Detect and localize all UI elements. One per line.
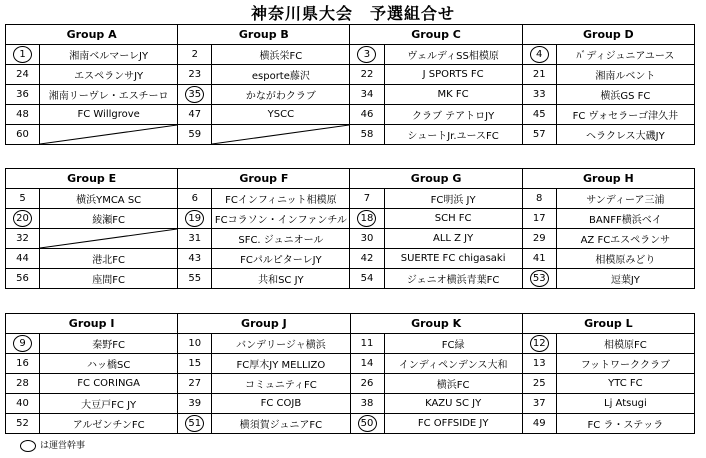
table-row: [6, 354, 695, 374]
team-name: 横浜FC: [384, 374, 522, 394]
seed-number: [178, 85, 212, 105]
seed-number: 30: [350, 229, 384, 249]
team-name: FCインフィニット相模原: [212, 189, 350, 209]
team-name: ヘラクレス大磯JY: [556, 125, 694, 145]
seed-number: 41: [522, 249, 556, 269]
seed-number: 37: [522, 394, 556, 414]
circled-seed-number: 18: [357, 210, 376, 227]
circled-seed-number: 12: [530, 335, 549, 352]
table-row: [6, 189, 695, 209]
group-header: Group H: [522, 169, 694, 189]
seed-number: [350, 414, 384, 434]
seed-number: [178, 209, 212, 229]
legend-text: は運営幹事: [40, 441, 86, 451]
group-header: Group G: [350, 169, 522, 189]
team-name: 座間FC: [40, 269, 178, 289]
slash-line: [40, 229, 177, 248]
seed-number: 32: [6, 229, 40, 249]
team-name: シュートJr.ユースFC: [384, 125, 522, 145]
seed-number: 33: [522, 85, 556, 105]
team-name: アルゼンチンFC: [40, 414, 178, 434]
circled-seed-number: 20: [13, 210, 32, 227]
seed-number: 21: [522, 65, 556, 85]
team-name: FC厚木JY MELLIZO: [212, 354, 350, 374]
team-name: 大豆戸FC JY: [40, 394, 178, 414]
team-name: 逗葉JY: [556, 269, 694, 289]
seed-number: 52: [6, 414, 40, 434]
seed-number: [6, 45, 40, 65]
team-name: インディペンデンス大和: [384, 354, 522, 374]
team-name: バンデリージャ横浜: [212, 334, 350, 354]
seed-number: 29: [522, 229, 556, 249]
seed-number: 8: [522, 189, 556, 209]
table-row: [6, 269, 695, 289]
team-name: ALL Z JY: [384, 229, 522, 249]
team-name: ジェニオ横浜青葉FC: [384, 269, 522, 289]
team-name: SCH FC: [384, 209, 522, 229]
seed-number: [350, 45, 384, 65]
team-name: FC明浜 JY: [384, 189, 522, 209]
team-name: エスペランサJY: [40, 65, 178, 85]
team-name: クラブ テアトロJY: [384, 105, 522, 125]
team-name: フットワーククラブ: [556, 354, 694, 374]
group-block-e-h: [5, 168, 695, 289]
table-row: [6, 394, 695, 414]
seed-number: [6, 334, 40, 354]
seed-number: 54: [350, 269, 384, 289]
seed-number: 7: [350, 189, 384, 209]
team-name: FC ラ・ステッラ: [556, 414, 694, 434]
team-name: 横浜栄FC: [212, 45, 350, 65]
empty-slot: [40, 229, 178, 249]
seed-number: 44: [6, 249, 40, 269]
table-row: [6, 125, 695, 145]
table-row: [6, 414, 695, 434]
circled-seed-number: 50: [358, 415, 377, 432]
circled-seed-number: 4: [530, 46, 549, 63]
seed-number: [522, 334, 556, 354]
team-name: 港北FC: [40, 249, 178, 269]
seed-number: 16: [6, 354, 40, 374]
seed-number: 6: [178, 189, 212, 209]
seed-number: 5: [6, 189, 40, 209]
seed-number: 22: [350, 65, 384, 85]
seed-number: [522, 45, 556, 65]
seed-number: [522, 269, 556, 289]
circled-seed-number: 35: [185, 86, 204, 103]
team-name: 湘南リーヴレ・エスチーロ: [40, 85, 178, 105]
seed-number: [178, 414, 212, 434]
seed-number: 2: [178, 45, 212, 65]
team-name: FC OFFSIDE JY: [384, 414, 522, 434]
seed-number: 14: [350, 354, 384, 374]
team-name: FCコラソン・インファンチル: [212, 209, 350, 229]
seed-number: 39: [178, 394, 212, 414]
table-row: [6, 229, 695, 249]
seed-number: 26: [350, 374, 384, 394]
table-row: [6, 45, 695, 65]
circled-seed-number: 53: [530, 270, 549, 287]
team-name: 綾瀬FC: [40, 209, 178, 229]
team-name: MK FC: [384, 85, 522, 105]
seed-number: 48: [6, 105, 40, 125]
team-name: SFC. ジュニオール: [212, 229, 350, 249]
table-row: [6, 334, 695, 354]
team-name: ヴェルディSS相模原: [384, 45, 522, 65]
team-name: AZ FCエスペランサ: [556, 229, 694, 249]
slash-line: [40, 125, 177, 144]
team-name: esporte藤沢: [212, 65, 350, 85]
group-header: Group E: [6, 169, 178, 189]
seed-number: 31: [178, 229, 212, 249]
team-name: FC Willgrove: [40, 105, 178, 125]
seed-number: 27: [178, 374, 212, 394]
seed-number: 25: [522, 374, 556, 394]
group-header: Group A: [6, 25, 178, 45]
team-name: 相模原みどり: [556, 249, 694, 269]
seed-number: 57: [522, 125, 556, 145]
group-header: Group F: [178, 169, 350, 189]
team-name: 横須賀ジュニアFC: [212, 414, 350, 434]
team-name: FCパルピターレJY: [212, 249, 350, 269]
team-name: 横浜YMCA SC: [40, 189, 178, 209]
seed-number: [6, 209, 40, 229]
team-name: FC COJB: [212, 394, 350, 414]
table-row: [6, 65, 695, 85]
team-name: ハッ橋SC: [40, 354, 178, 374]
seed-number: 60: [6, 125, 40, 145]
group-header: Group L: [522, 314, 694, 334]
group-block-a-d: [5, 24, 695, 145]
group-header: Group I: [6, 314, 178, 334]
seed-number: 11: [350, 334, 384, 354]
seed-number: 28: [6, 374, 40, 394]
team-name: 湘南ルベント: [556, 65, 694, 85]
legend: [20, 438, 85, 452]
team-name: 秦野FC: [40, 334, 178, 354]
seed-number: 49: [522, 414, 556, 434]
circled-seed-number: 3: [357, 46, 376, 63]
page-title: 神奈川県大会 予選組合せ: [250, 4, 455, 23]
team-name: コミュニティFC: [212, 374, 350, 394]
group-header: Group K: [350, 314, 522, 334]
seed-number: 46: [350, 105, 384, 125]
circled-seed-number: 9: [13, 335, 32, 352]
table-row: [6, 85, 695, 105]
seed-number: 24: [6, 65, 40, 85]
seed-number: 10: [178, 334, 212, 354]
seed-number: 40: [6, 394, 40, 414]
circled-seed-number: 19: [185, 210, 204, 227]
seed-number: 43: [178, 249, 212, 269]
seed-number: 58: [350, 125, 384, 145]
team-name: BANFF横浜ベイ: [556, 209, 694, 229]
seed-number: 56: [6, 269, 40, 289]
seed-number: 47: [178, 105, 212, 125]
group-header: Group J: [178, 314, 350, 334]
team-name: 湘南ベルマーレJY: [40, 45, 178, 65]
empty-slot: [40, 125, 178, 145]
team-name: 共和SC JY: [212, 269, 350, 289]
table-row: [6, 249, 695, 269]
team-name: KAZU SC JY: [384, 394, 522, 414]
team-name: ﾊﾞディジュニアユース: [556, 45, 694, 65]
seed-number: 45: [522, 105, 556, 125]
seed-number: 17: [522, 209, 556, 229]
group-header: Group D: [522, 25, 694, 45]
group-header: Group B: [178, 25, 350, 45]
seed-number: 38: [350, 394, 384, 414]
team-name: 横浜GS FC: [556, 85, 694, 105]
seed-number: 34: [350, 85, 384, 105]
seed-number: 15: [178, 354, 212, 374]
team-name: YTC FC: [556, 374, 694, 394]
table-row: [6, 209, 695, 229]
table-row: [6, 374, 695, 394]
table-row: [6, 105, 695, 125]
team-name: かながわクラブ: [212, 85, 350, 105]
seed-number: [350, 209, 384, 229]
circled-seed-number: 1: [13, 46, 32, 63]
group-block-i-l: [5, 313, 695, 434]
team-name: Lj Atsugi: [556, 394, 694, 414]
seed-number: 23: [178, 65, 212, 85]
team-name: 相模原FC: [556, 334, 694, 354]
seed-number: 59: [178, 125, 212, 145]
circled-seed-number: 51: [185, 415, 204, 432]
slash-line: [212, 125, 349, 144]
group-header: Group C: [350, 25, 522, 45]
team-name: サンディーア三浦: [556, 189, 694, 209]
team-name: FC ヴォセラーゴ津久井: [556, 105, 694, 125]
seed-number: 55: [178, 269, 212, 289]
team-name: J SPORTS FC: [384, 65, 522, 85]
circle-marker-icon: [20, 440, 36, 452]
team-name: YSCC: [212, 105, 350, 125]
seed-number: 13: [522, 354, 556, 374]
team-name: SUERTE FC chigasaki: [384, 249, 522, 269]
team-name: FC緑: [384, 334, 522, 354]
team-name: FC CORINGA: [40, 374, 178, 394]
empty-slot: [212, 125, 350, 145]
seed-number: 42: [350, 249, 384, 269]
seed-number: 36: [6, 85, 40, 105]
